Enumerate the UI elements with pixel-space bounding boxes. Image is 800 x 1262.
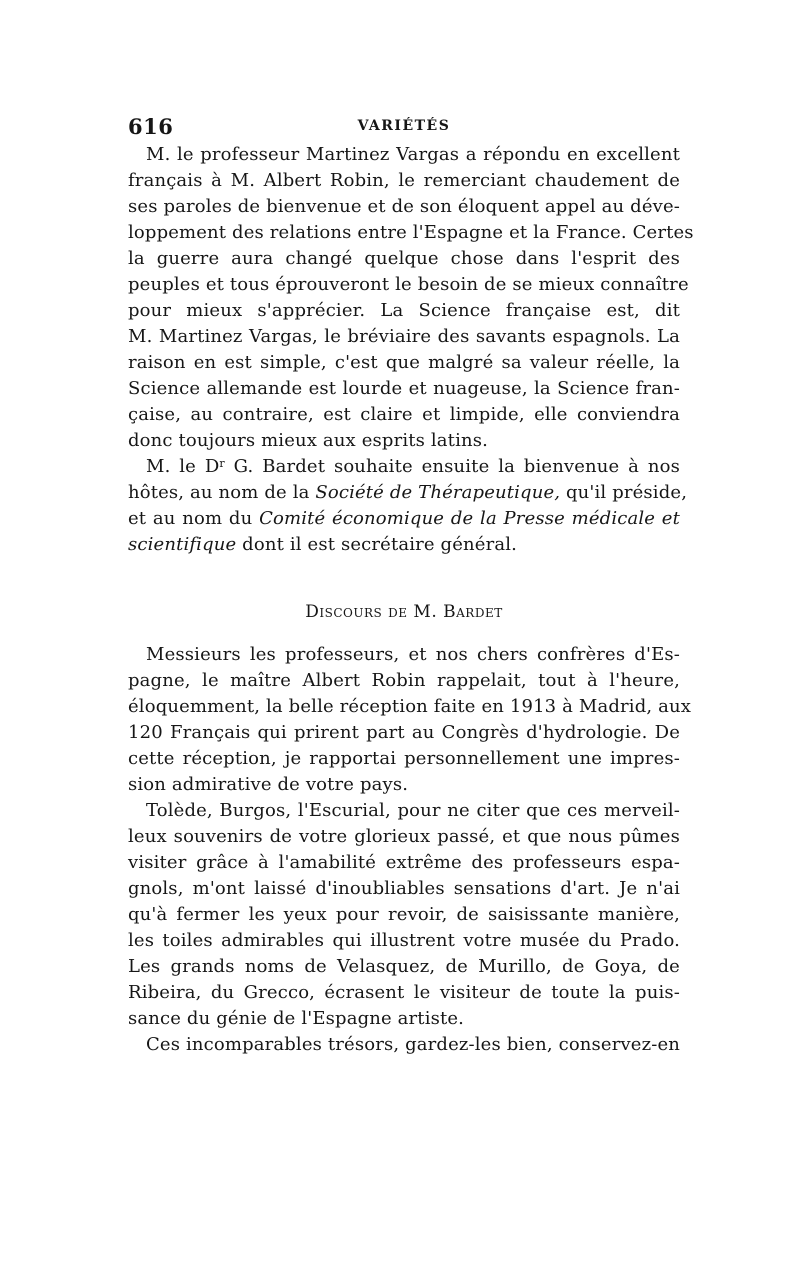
paragraph-spanish-art	[128, 798, 680, 1032]
text-line: M. Martinez Vargas, le bréviaire des savants espagnols. La	[128, 326, 680, 347]
text-line: 120 Français qui prirent part au Congrès d'hydrologie. De	[128, 722, 680, 743]
text-line	[128, 480, 688, 506]
text-line: gnols, m'ont laissé d'inoubliables sensations d'art. Je n'ai	[128, 878, 680, 899]
italic-run: Comité économique de la Presse médicale et	[259, 508, 680, 529]
text-line: leux souvenirs de votre glorieux passé, et que nous pûmes	[128, 826, 680, 847]
text-line: Tolède, Burgos, l'Escurial, pour ne citer que ces merveil-	[146, 800, 680, 821]
superscript: r	[219, 457, 225, 470]
text-line: Messieurs les professeurs, et nos chers confrères d'Es-	[146, 644, 680, 665]
paragraph-bardet-welcome	[128, 454, 688, 558]
italic-run: Société de Thérapeutique,	[315, 482, 561, 503]
text-line	[128, 454, 680, 480]
text-line: sion admirative de votre pays.	[128, 774, 409, 795]
text-line: qu'à fermer les yeux pour revoir, de saisissante manière,	[128, 904, 680, 925]
page-number: 616	[128, 114, 174, 139]
text-line: visiter grâce à l'amabilité extrême des professeurs espa-	[128, 852, 680, 873]
text-line	[128, 506, 680, 532]
text-line: Les grands noms de Velasquez, de Murillo, de Goya, de	[128, 956, 680, 977]
book-page	[128, 112, 694, 1058]
text-line: Ribeira, du Grecco, écrasent le visiteur de toute la puis-	[128, 982, 680, 1003]
text-line: Science allemande est lourde et nuageuse, la Science fran-	[128, 378, 680, 399]
text-line: ses paroles de bienvenue et de son éloquent appel au déve-	[128, 196, 680, 217]
text-run: M. le D	[146, 456, 220, 477]
text-line: éloquemment, la belle réception faite en 1913 à Madrid, aux	[128, 696, 692, 717]
text-line: çaise, au contraire, est claire et limpide, elle conviendra	[128, 404, 680, 425]
text-line: loppement des relations entre l'Espagne et la France. Certes	[128, 222, 694, 243]
running-head	[128, 112, 680, 142]
text-run: dont il est secrétaire général.	[236, 534, 517, 555]
paragraph-discours-opening	[128, 642, 692, 798]
running-title: VARIÉTÉS	[357, 118, 451, 134]
paragraph-treasures	[128, 1032, 680, 1058]
text-line: peuples et tous éprouveront le besoin de se mieux connaître	[128, 274, 689, 295]
text-line: pour mieux s'apprécier. La Science française est, dit	[128, 300, 680, 321]
text-line: cette réception, je rapportai personnellement une impres-	[128, 748, 680, 769]
text-line: donc toujours mieux aux esprits latins.	[128, 430, 488, 451]
text-run: G. Bardet souhaite ensuite la bienvenue à nos	[224, 456, 680, 477]
text-line: Ces incomparables trésors, gardez-les bien, conservez-en	[146, 1034, 681, 1055]
text-line: sance du génie de l'Espagne artiste.	[128, 1008, 465, 1029]
text-line: pagne, le maître Albert Robin rappelait, tout à l'heure,	[128, 670, 680, 691]
text-line: raison en est simple, c'est que malgré sa valeur réelle, la	[128, 352, 680, 373]
section-heading-text: Discours de M. Bardet	[305, 602, 503, 622]
text-run: hôtes, au nom de la	[128, 482, 316, 503]
italic-run: scientifique	[128, 534, 237, 555]
section-heading	[128, 602, 680, 622]
text-run: qu'il préside,	[560, 482, 688, 503]
text-line: M. le professeur Martinez Vargas a répondu en excellent	[146, 144, 680, 165]
text-line	[128, 532, 680, 558]
text-line: les toiles admirables qui illustrent votre musée du Prado.	[128, 930, 680, 951]
text-line: la guerre aura changé quelque chose dans l'esprit des	[128, 248, 680, 269]
text-line: français à M. Albert Robin, le remerciant chaudement de	[128, 170, 680, 191]
paragraph-vargas-reply	[128, 142, 694, 454]
text-run: et au nom du	[128, 508, 260, 529]
